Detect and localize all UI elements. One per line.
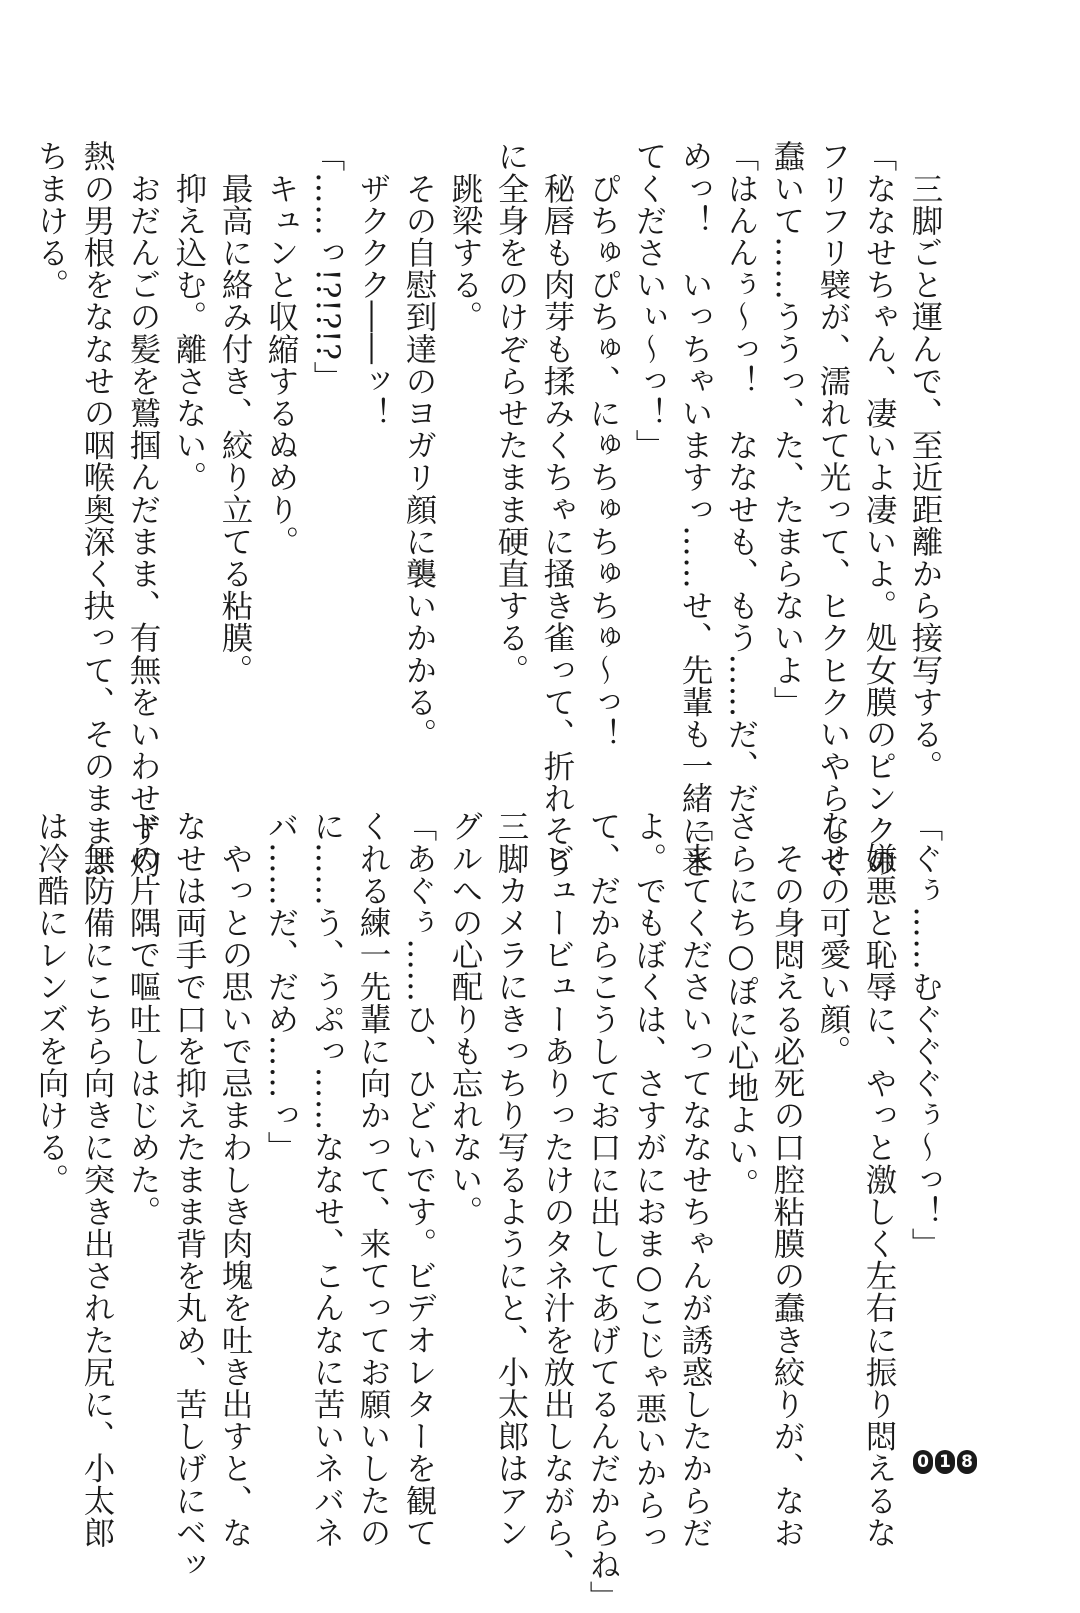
text-line: ザククク――ッ！ bbox=[355, 140, 391, 429]
text-line: やっとの思いで忌まわしき肉塊を吐き出すと、な bbox=[217, 810, 253, 1549]
text-line: さらにち○ぽに心地よい。 bbox=[723, 810, 759, 1200]
text-line: 「ななせちゃん、凄いよ凄いよ。処女膜のピンクの bbox=[861, 140, 897, 879]
text-line: めっ！ いっちゃいますっ……せ、先輩も一緒にき bbox=[677, 140, 713, 879]
text-line: おだんごの髪を鷲掴んだまま、有無をいわせず灼 bbox=[125, 140, 161, 879]
text-line: 抑え込む。離さない。 bbox=[171, 140, 207, 494]
page-number-digit: 1 bbox=[935, 1450, 955, 1474]
text-line: バ……だ、だめ……っ」 bbox=[263, 810, 299, 1164]
text-line: よ。でもぼくは、さすがにおま○こじゃ悪いからっ bbox=[631, 810, 667, 1553]
text-line: に……う、うぷっ……ななせ、こんなに苦いネバネ bbox=[309, 810, 345, 1549]
text-line: 最高に絡み付き、絞り立てる粘膜。 bbox=[217, 140, 253, 686]
text-line: 秘唇も肉芽も揉みくちゃに掻き雀って、折れそう bbox=[539, 140, 575, 879]
text-line: なせは両手で口を抑えたまま背を丸め、苦しげにベッ bbox=[171, 810, 207, 1581]
text-line: に全身をのけぞらせたまま硬直する。 bbox=[493, 140, 529, 686]
text-line: フリフリ襞が、濡れて光って、ヒクヒクいやらしく bbox=[815, 140, 851, 879]
text-line: キュンと収縮するぬめり。 bbox=[263, 140, 299, 558]
text-line: ドの片隅で嘔吐しはじめた。 bbox=[125, 810, 161, 1228]
text-line: 「来てくださいってななせちゃんが誘惑したからだ bbox=[677, 810, 713, 1549]
text-line: 嫌悪と恥辱に、やっと激しく左右に振り悶えるな bbox=[861, 810, 897, 1549]
text-line: てくださいぃ〜っ！」 bbox=[631, 140, 667, 461]
text-line: は冷酷にレンズを向ける。 bbox=[33, 810, 69, 1196]
text-line: 三脚ごと運んで、至近距離から接写する。 bbox=[907, 140, 943, 782]
text-line: ちまける。 bbox=[33, 140, 69, 301]
page-number-digit: 0 bbox=[913, 1450, 933, 1474]
text-line: て、だからこうしてお口に出してあげてるんだからね」 bbox=[585, 810, 621, 1613]
text-line: その自慰到達のヨガリ顔に襲いかかる。 bbox=[401, 140, 437, 750]
text-line: 跳梁する。 bbox=[447, 140, 483, 333]
text-line: 「ぐぅ……むぐぐぐぅ〜っ！」 bbox=[907, 810, 943, 1260]
text-line: 「あぐぅ……ひ、ひどいです。ビデオレターを観て bbox=[401, 810, 437, 1549]
page-number-digit: 8 bbox=[957, 1450, 977, 1474]
bottom-text-block bbox=[33, 810, 948, 1613]
text-line: 「はんんぅ〜っ！ ななせも、もう……だ、だ bbox=[723, 140, 759, 815]
text-line: 三脚カメラにきっちり写るようにと、小太郎はアン bbox=[493, 810, 529, 1549]
top-text-block bbox=[33, 140, 948, 879]
text-line: 無防備にこちら向きに突き出された尻に、小太郎 bbox=[79, 810, 115, 1549]
text-line: グルへの心配りも忘れない。 bbox=[447, 810, 483, 1228]
text-line: 「……っ!?!?!?」 bbox=[309, 140, 345, 393]
text-line: くれる練一先輩に向かって、来てってお願いしたの bbox=[355, 810, 391, 1549]
text-line: ビュービューありったけのタネ汁を放出しながら、 bbox=[539, 810, 575, 1581]
text-line: 熱の男根をななせの咽喉奥深く抉って、そのままぶ bbox=[79, 140, 115, 879]
text-line: ぴちゅぴちゅ、にゅちゅちゅちゅ〜っ！ bbox=[585, 140, 621, 750]
text-line: なせの可愛い顔。 bbox=[815, 810, 851, 1067]
text-line: 蠢いて……ううっ、た、たまらないよ」 bbox=[769, 140, 805, 718]
page-number bbox=[913, 1450, 977, 1474]
text-line: その身悶える必死の口腔粘膜の蠢き絞りが、なお bbox=[769, 810, 805, 1549]
